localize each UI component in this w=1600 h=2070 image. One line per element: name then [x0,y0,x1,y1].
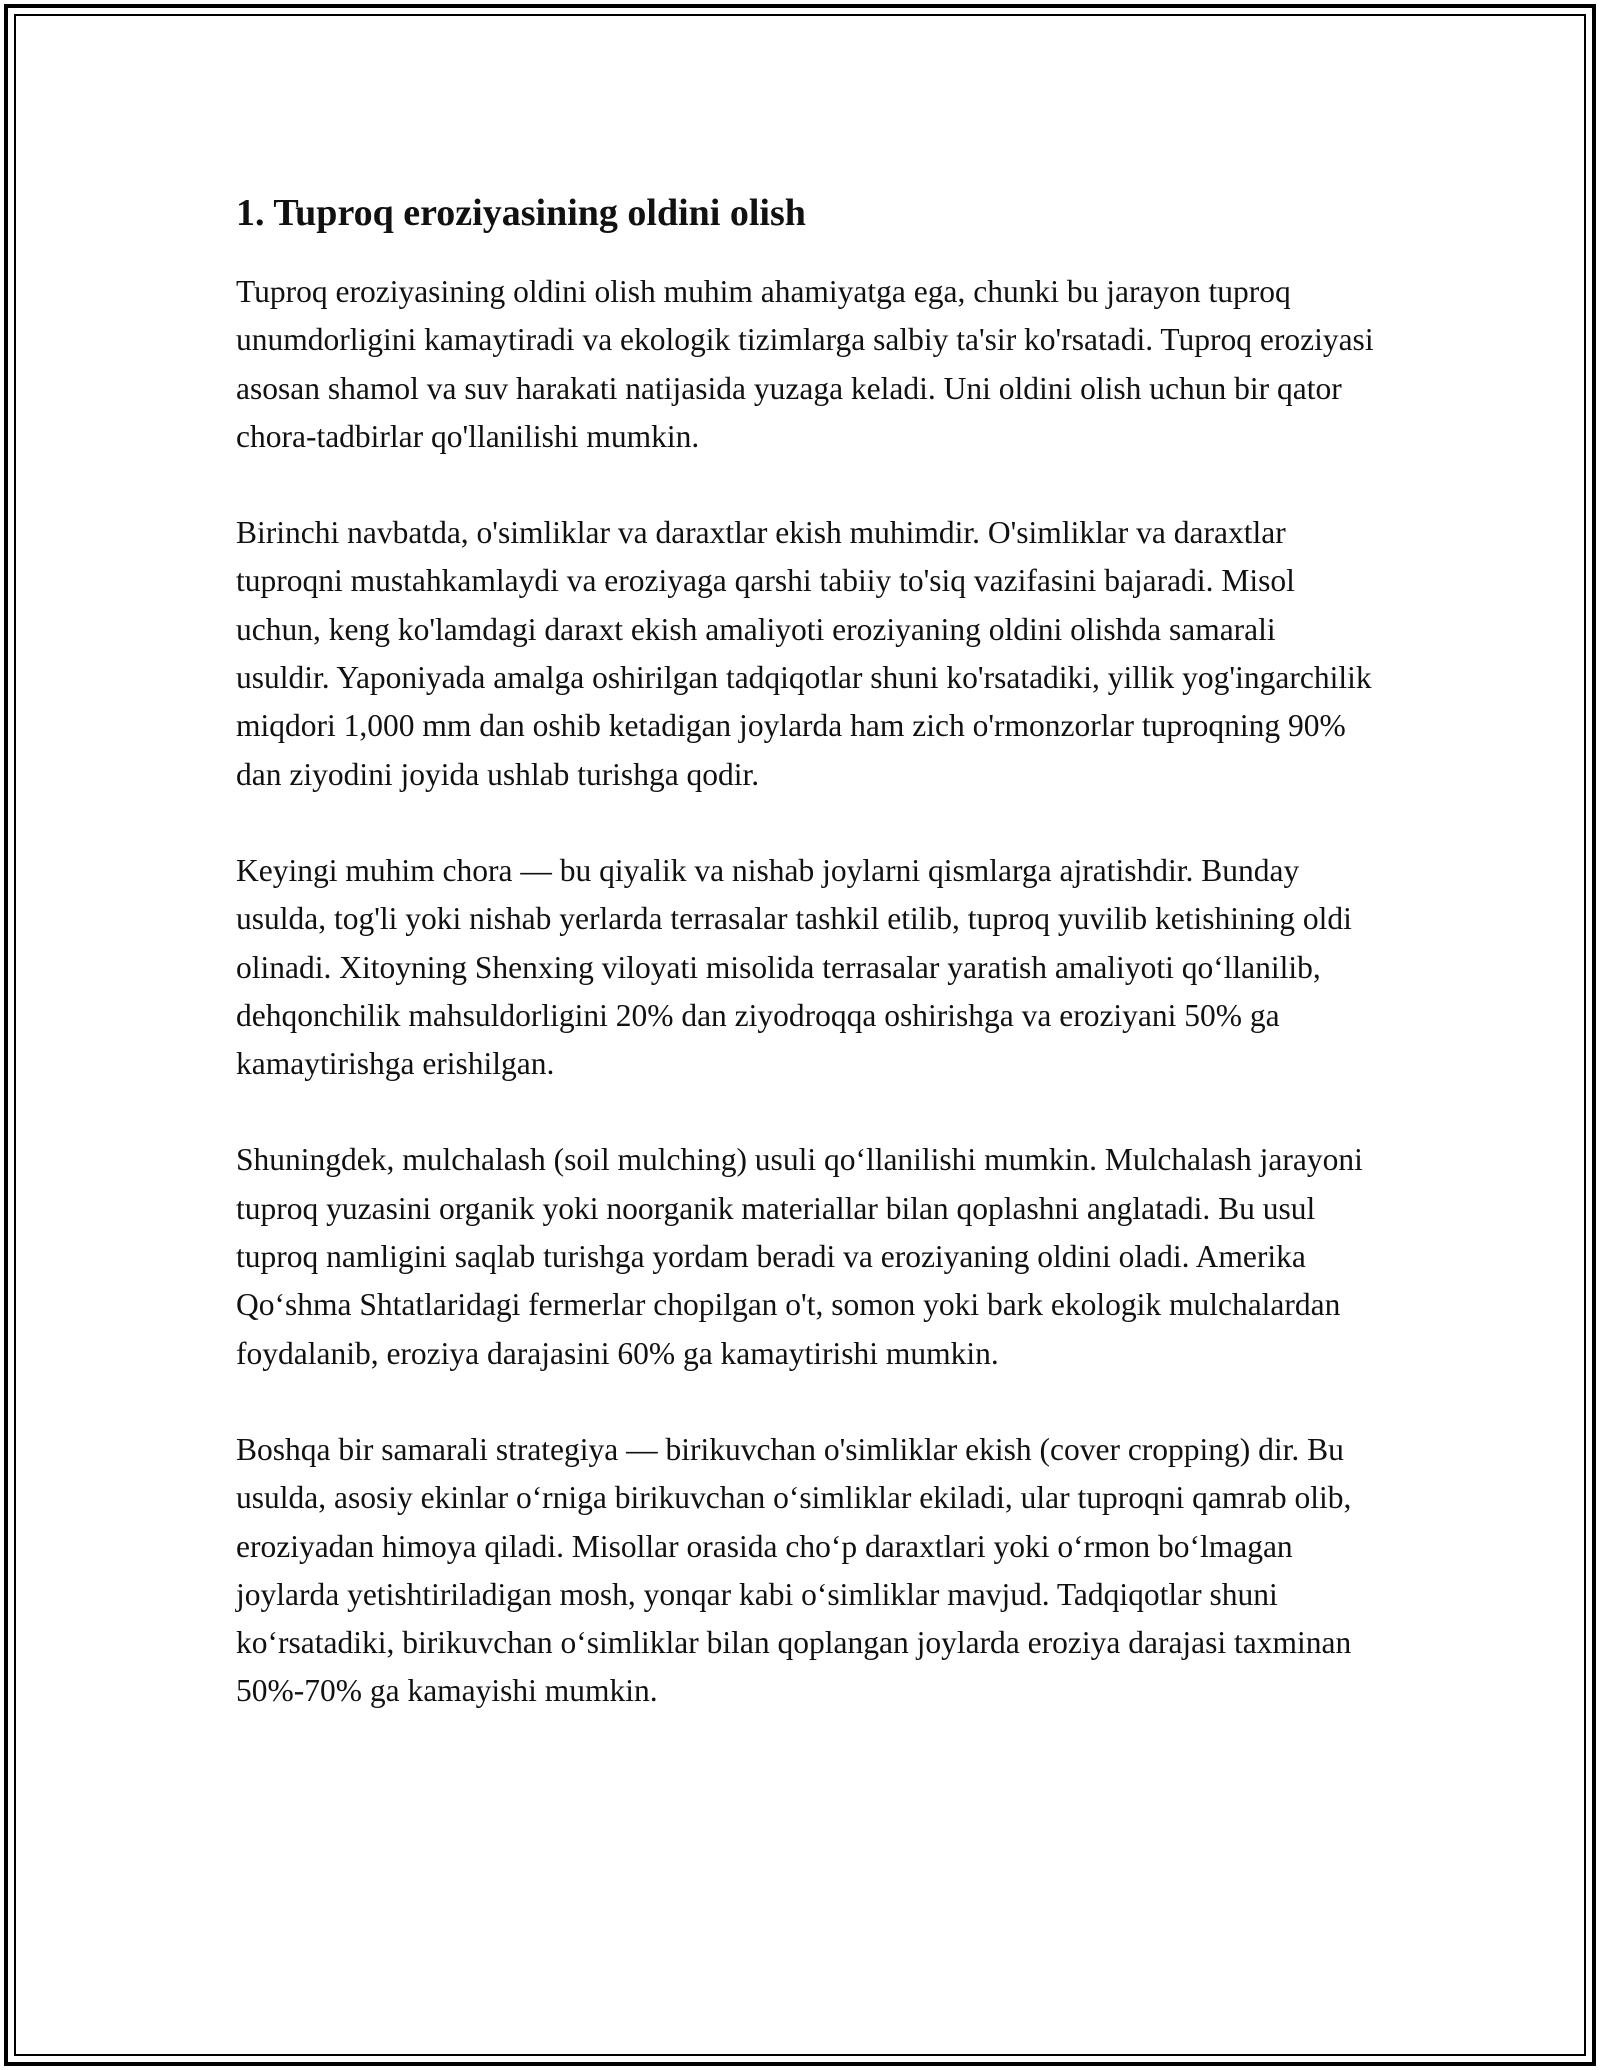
paragraph-mulching: Shuningdek, mulchalash (soil mulching) usuli qo‘llanilishi mumkin. Mulchalash jarayoni tuproq yuzasini organik yoki noorganik materiallar bilan qoplashni anglatadi. Bu usul tuproq namligini saqlab turishga yordam beradi va eroziyaning oldini oladi. Amerika Qo‘shma Shtatlaridagi fermerlar chopilgan o't, somon yoki bark ekologik mulchalardan foydalanib, eroziya darajasini 60% ga kamaytirishi mumkin. [236,1142,1363,1371]
section-title: 1. Tuproq eroziyasining oldini olish [236,192,806,234]
paragraph-cover-cropping: Boshqa bir samarali strategiya — birikuvchan o'simliklar ekish (cover cropping) dir. Bu usulda, asosiy ekinlar o‘rniga birikuvchan o‘simliklar ekiladi, ular tuproqni qamrab olib, eroziyadan himoya qiladi. Misollar orasida cho‘p daraxtlari yoki o‘rmon bo‘lmagan joylarda yetishtiriladigan mosh, yonqar kabi o‘simliklar mavjud. Tadqiqotlar shuni ko‘rsatadiki, birikuvchan o‘simliklar bilan qoplangan joylarda eroziya darajasi taxminan 50%-70% ga kamayishi mumkin. [236,1431,1352,1709]
document-body [236,186,1376,1764]
paragraph-terraces: Keyingi muhim chora — bu qiyalik va nishab joylarni qismlarga ajratishdir. Bunday usulda, tog'li yoki nishab yerlarda terrasalar tashkil etilib, tuproq yuvilib ketishining oldi olinadi. Xitoyning Shenxing viloyati misolida terrasalar yaratish amaliyoti qo‘llanilib, dehqonchilik mahsuldorligini 20% dan ziyodroqqa oshirishga va eroziyani 50% ga kamaytirishga erishilgan. [236,852,1352,1082]
paragraph-intro: Tuproq eroziyasining oldini olish muhim ahamiyatga ega, chunki bu jarayon tuproq unumdorligini kamaytiradi va ekologik tizimlarga salbiy ta'sir ko'rsatadi. Tuproq eroziyasi asosan shamol va suv harakati natijasida yuzaga keladi. Uni oldini olish uchun bir qator chora-tadbirlar qo'llanilishi mumkin. [236,274,1374,454]
paragraph-trees: Birinchi navbatda, o'simliklar va daraxtlar ekish muhimdir. O'simliklar va daraxtlar tuproqni mustahkamlaydi va eroziyaga qarshi tabiiy to'siq vazifasini bajaradi. Misol uchun, keng ko'lamdagi daraxt ekish amaliyoti eroziyaning oldini olishda samarali usuldir. Yaponiyada amalga oshirilgan tadqiqotlar shuni ko'rsatadiki, yillik yog'ingarchilik miqdori 1,000 mm dan oshib ketadigan joylarda ham zich o'rmonzorlar tuproqning 90% dan ziyodini joyida ushlab turishga qodir. [236,515,1372,792]
